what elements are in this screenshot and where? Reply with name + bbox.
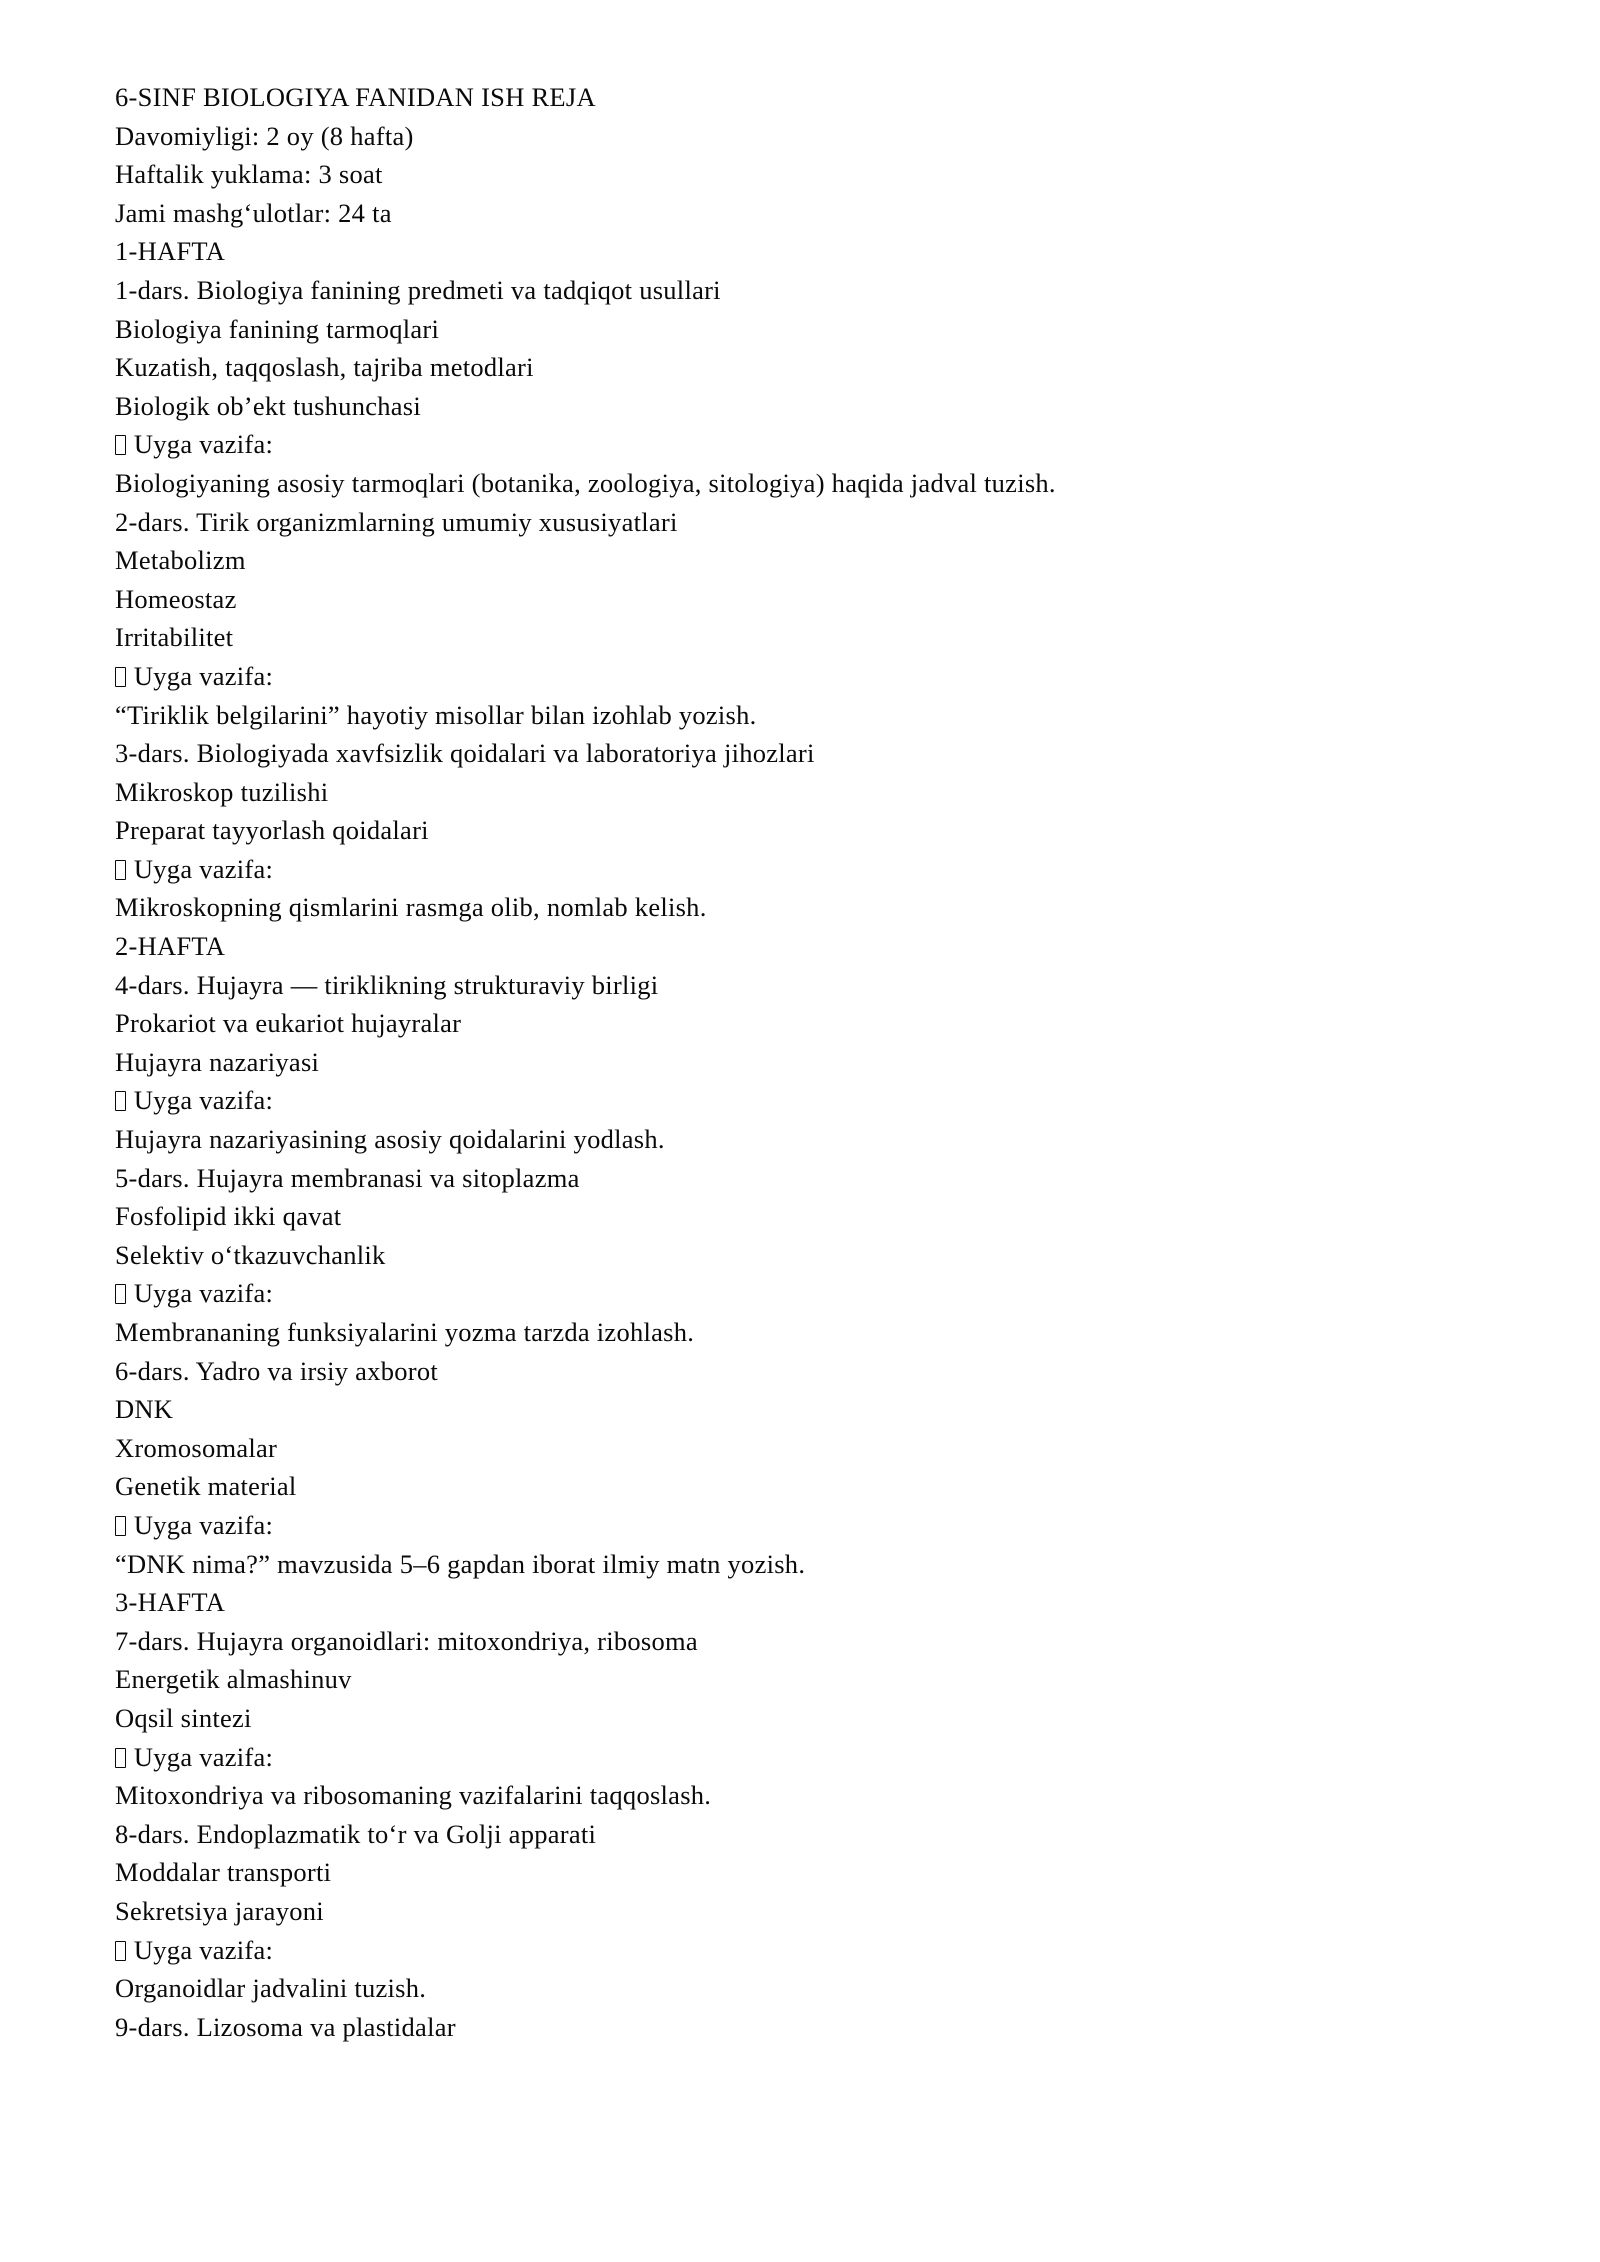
missing-glyph-box-icon xyxy=(115,1516,126,1536)
document-text-body xyxy=(115,78,1480,2046)
homework-label-text: Uyga vazifa: xyxy=(127,1741,274,1772)
meta-line: Davomiyligi: 2 oy (8 hafta) xyxy=(115,120,414,151)
missing-glyph-box-icon xyxy=(115,1284,126,1304)
homework-label xyxy=(115,1081,1480,1120)
homework-label-text: Uyga vazifa: xyxy=(127,853,274,884)
topic-line: Mikroskop tuzilishi xyxy=(115,776,329,807)
missing-glyph-box-icon xyxy=(115,1091,126,1111)
topic-line: Oqsil sintezi xyxy=(115,1702,252,1733)
homework-label-text: Uyga vazifa: xyxy=(127,1278,274,1309)
page-title: 6-SINF BIOLOGIYA FANIDAN ISH REJA xyxy=(115,82,596,112)
homework-label-text: Uyga vazifa: xyxy=(127,660,274,691)
lesson-heading: 6-dars. Yadro va irsiy axborot xyxy=(115,1355,438,1386)
homework-label-text: Uyga vazifa: xyxy=(127,1509,274,1540)
topic-line: Moddalar transporti xyxy=(115,1857,332,1888)
homework-task: “Tiriklik belgilarini” hayotiy misollar bilan izohlab yozish. xyxy=(115,699,757,730)
topic-line: Irritabilitet xyxy=(115,622,234,653)
topic-line: Xromosomalar xyxy=(115,1432,278,1463)
missing-glyph-box-icon xyxy=(115,1748,126,1768)
homework-task: Biologiyaning asosiy tarmoqlari (botanika, zoologiya, sitologiya) haqida jadval tuzish. xyxy=(115,467,1056,498)
homework-label xyxy=(115,1738,1480,1777)
topic-line: DNK xyxy=(115,1394,174,1425)
homework-label xyxy=(115,1274,1480,1313)
meta-line: Jami mashg‘ulotlar: 24 ta xyxy=(115,197,392,228)
homework-task: Membrananing funksiyalarini yozma tarzda izohlash. xyxy=(115,1317,695,1347)
homework-label xyxy=(115,425,1480,464)
topic-line: Metabolizm xyxy=(115,545,246,576)
homework-task: Mikroskopning qismlarini rasmga olib, nomlab kelish. xyxy=(115,892,707,923)
week-heading: 2-HAFTA xyxy=(115,931,226,962)
homework-task: Mitoxondriya va ribosomaning vazifalarini taqqoslash. xyxy=(115,1780,712,1811)
week-heading: 3-HAFTA xyxy=(115,1587,226,1618)
topic-line: Energetik almashinuv xyxy=(115,1664,352,1695)
homework-label xyxy=(115,850,1480,889)
homework-label-text: Uyga vazifa: xyxy=(127,429,274,460)
homework-label-text: Uyga vazifa: xyxy=(127,1934,274,1965)
meta-line: Haftalik yuklama: 3 soat xyxy=(115,159,383,190)
topic-line: Hujayra nazariyasi xyxy=(115,1046,320,1077)
lesson-heading: 4-dars. Hujayra — tiriklikning strukturaviy birligi xyxy=(115,969,659,1000)
homework-task: Organoidlar jadvalini tuzish. xyxy=(115,1973,427,2004)
missing-glyph-box-icon xyxy=(115,1941,126,1961)
missing-glyph-box-icon xyxy=(115,435,126,455)
topic-line: Selektiv o‘tkazuvchanlik xyxy=(115,1239,386,1270)
missing-glyph-box-icon xyxy=(115,667,126,687)
topic-line: Prokariot va eukariot hujayralar xyxy=(115,1008,462,1039)
lesson-heading: 9-dars. Lizosoma va plastidalar xyxy=(115,2011,456,2042)
lesson-heading: 1-dars. Biologiya fanining predmeti va tadqiqot usullari xyxy=(115,274,721,305)
topic-line: Genetik material xyxy=(115,1471,297,1502)
topic-line: Sekretsiya jarayoni xyxy=(115,1895,324,1926)
lesson-heading: 8-dars. Endoplazmatik to‘r va Golji apparati xyxy=(115,1818,597,1849)
homework-task: Hujayra nazariyasining asosiy qoidalarini yodlash. xyxy=(115,1124,665,1155)
homework-task: “DNK nima?” mavzusida 5–6 gapdan iborat ilmiy matn yozish. xyxy=(115,1548,806,1579)
missing-glyph-box-icon xyxy=(115,860,126,880)
week-heading: 1-HAFTA xyxy=(115,236,226,267)
homework-label xyxy=(115,1506,1480,1545)
topic-line: Homeostaz xyxy=(115,583,237,614)
homework-label xyxy=(115,1931,1480,1970)
topic-line: Kuzatish, taqqoslash, tajriba metodlari xyxy=(115,352,534,383)
lesson-heading: 5-dars. Hujayra membranasi va sitoplazma xyxy=(115,1162,580,1193)
topic-line: Biologiya fanining tarmoqlari xyxy=(115,313,440,344)
topic-line: Preparat tayyorlash qoidalari xyxy=(115,815,429,846)
homework-label-text: Uyga vazifa: xyxy=(127,1085,274,1116)
lesson-heading: 2-dars. Tirik organizmlarning umumiy xususiyatlari xyxy=(115,506,678,537)
topic-line: Biologik ob’ekt tushunchasi xyxy=(115,390,421,421)
topic-line: Fosfolipid ikki qavat xyxy=(115,1201,342,1232)
homework-label xyxy=(115,657,1480,696)
lesson-heading: 7-dars. Hujayra organoidlari: mitoxondriya, ribosoma xyxy=(115,1625,698,1656)
lesson-heading: 3-dars. Biologiyada xavfsizlik qoidalari va laboratoriya jihozlari xyxy=(115,738,815,769)
